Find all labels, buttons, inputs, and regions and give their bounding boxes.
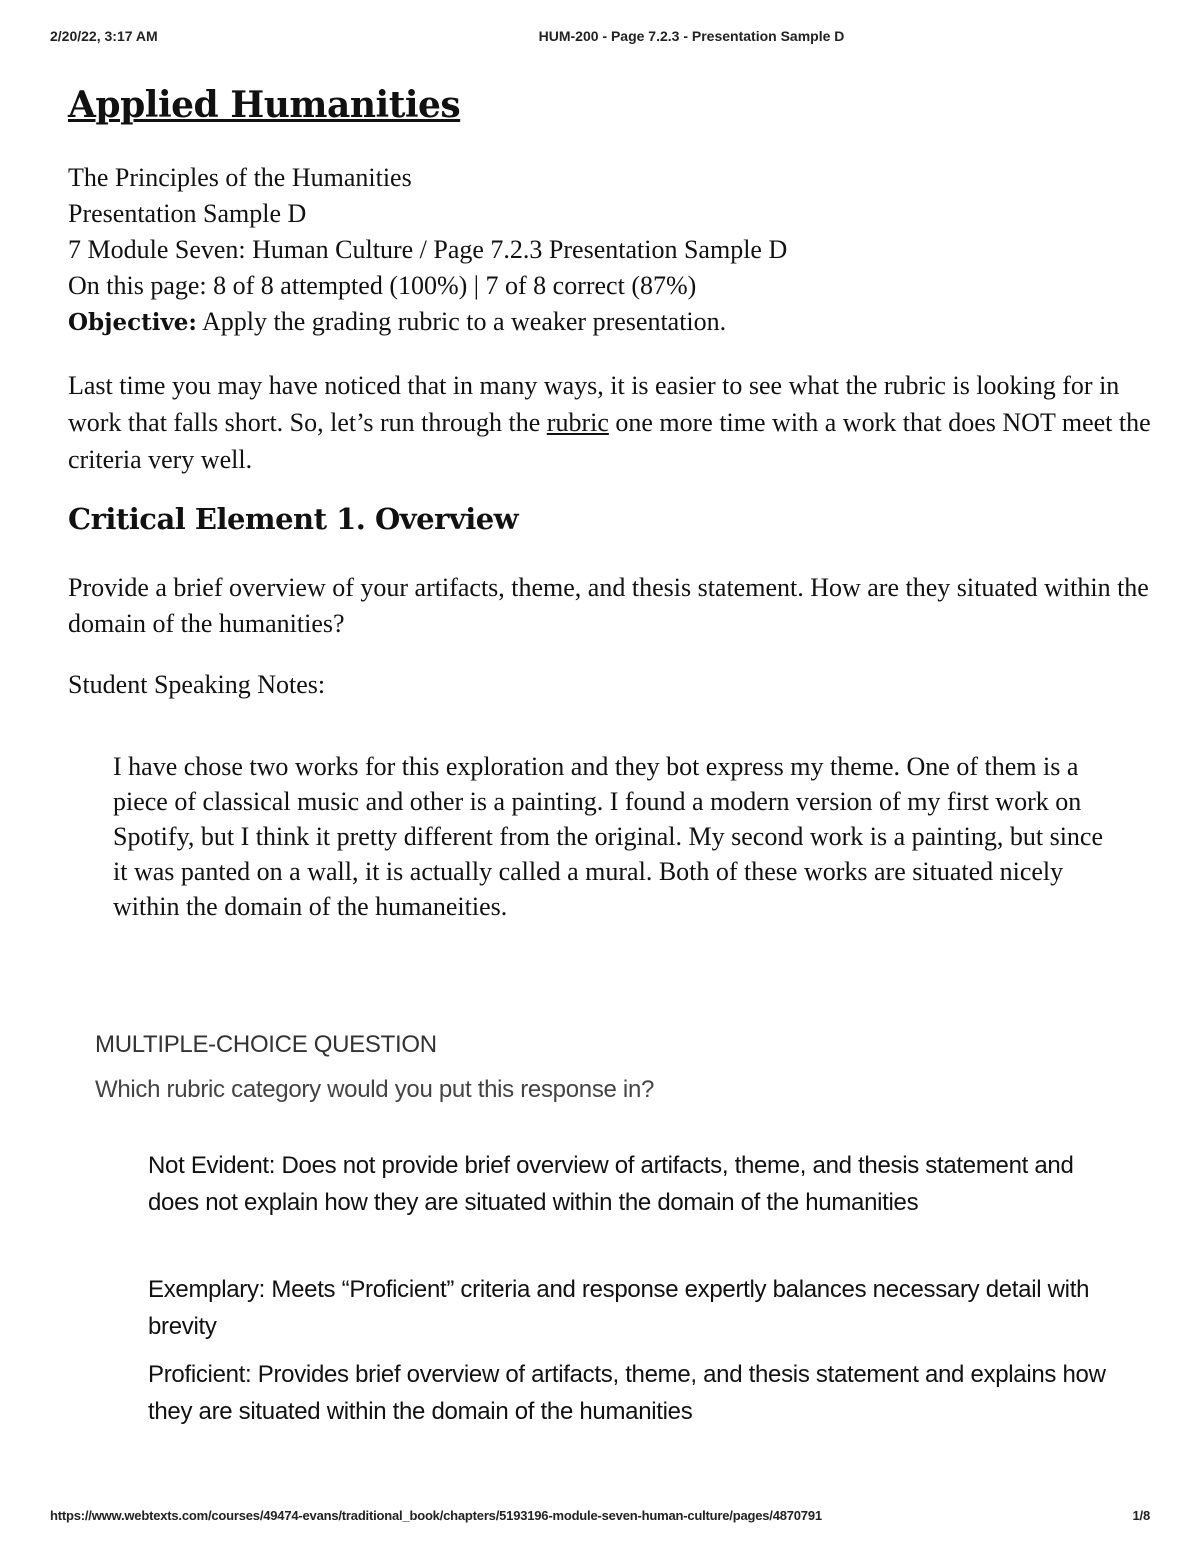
question-type-label: MULTIPLE-CHOICE QUESTION: [95, 1031, 437, 1058]
objective-label: Objective:: [68, 309, 197, 336]
section-heading: Critical Element 1. Overview: [68, 502, 519, 536]
rubric-link[interactable]: rubric: [546, 408, 609, 437]
answer-option-not-evident[interactable]: Not Evident: Does not provide brief overview of artifacts, theme, and thesis statement and does not explain how they are situated within the domain of the humanities: [148, 1152, 1074, 1216]
print-datetime: 2/20/22, 3:17 AM: [50, 28, 158, 44]
intro-text-after: one more time with a work that does NOT meet the criteria very well.: [68, 408, 1151, 474]
intro-text-before: Last time you may have noticed that in many ways, it is easier to see what the rubric is looking for in work that falls short. So, let’s run through the: [68, 371, 1120, 437]
objective: [68, 304, 1158, 341]
section-prompt: Provide a brief overview of your artifacts, theme, and thesis statement. How are they situated within the domain of the humanities?: [68, 573, 1149, 638]
book-title: The Principles of the Humanities: [68, 163, 412, 192]
progress-summary: On this page: 8 of 8 attempted (100%) | 7 of 8 correct (87%): [68, 271, 697, 300]
print-doc-title: HUM-200 - Page 7.2.3 - Presentation Sample D: [538, 28, 845, 44]
print-url: https://www.webtexts.com/courses/49474-evans/traditional_book/chapters/5193196-module-seven-human-culture/pages/4870791: [50, 1508, 822, 1523]
student-notes: I have chose two works for this exploration and they bot express my theme. One of them is a piece of classical music and other is a painting. I found a modern version of my first work on Spotify, but I think it pretty different from the original. My second work is a painting, but since it was panted on a wall, it is actually called a mural. Both of these works are situated nicely within the domain of the humaneities.: [113, 752, 1103, 921]
breadcrumb: 7 Module Seven: Human Culture / Page 7.2.3 Presentation Sample D: [68, 235, 788, 264]
page-meta: [68, 160, 1158, 341]
print-page-count: 1/8: [1132, 1508, 1150, 1523]
question-text: Which rubric category would you put this response in?: [95, 1076, 655, 1103]
notes-label: Student Speaking Notes:: [68, 670, 326, 699]
page-title: Applied Humanities: [68, 84, 461, 126]
intro-paragraph: [68, 367, 1168, 478]
answer-option-exemplary[interactable]: Exemplary: Meets “Proficient” criteria and response expertly balances necessary detail with brevity: [148, 1276, 1090, 1340]
objective-text: Apply the grading rubric to a weaker presentation.: [196, 307, 727, 336]
answer-option-proficient[interactable]: Proficient: Provides brief overview of artifacts, theme, and thesis statement and explains how they are situated within the domain of the humanities: [148, 1361, 1106, 1425]
page-name: Presentation Sample D: [68, 199, 307, 228]
